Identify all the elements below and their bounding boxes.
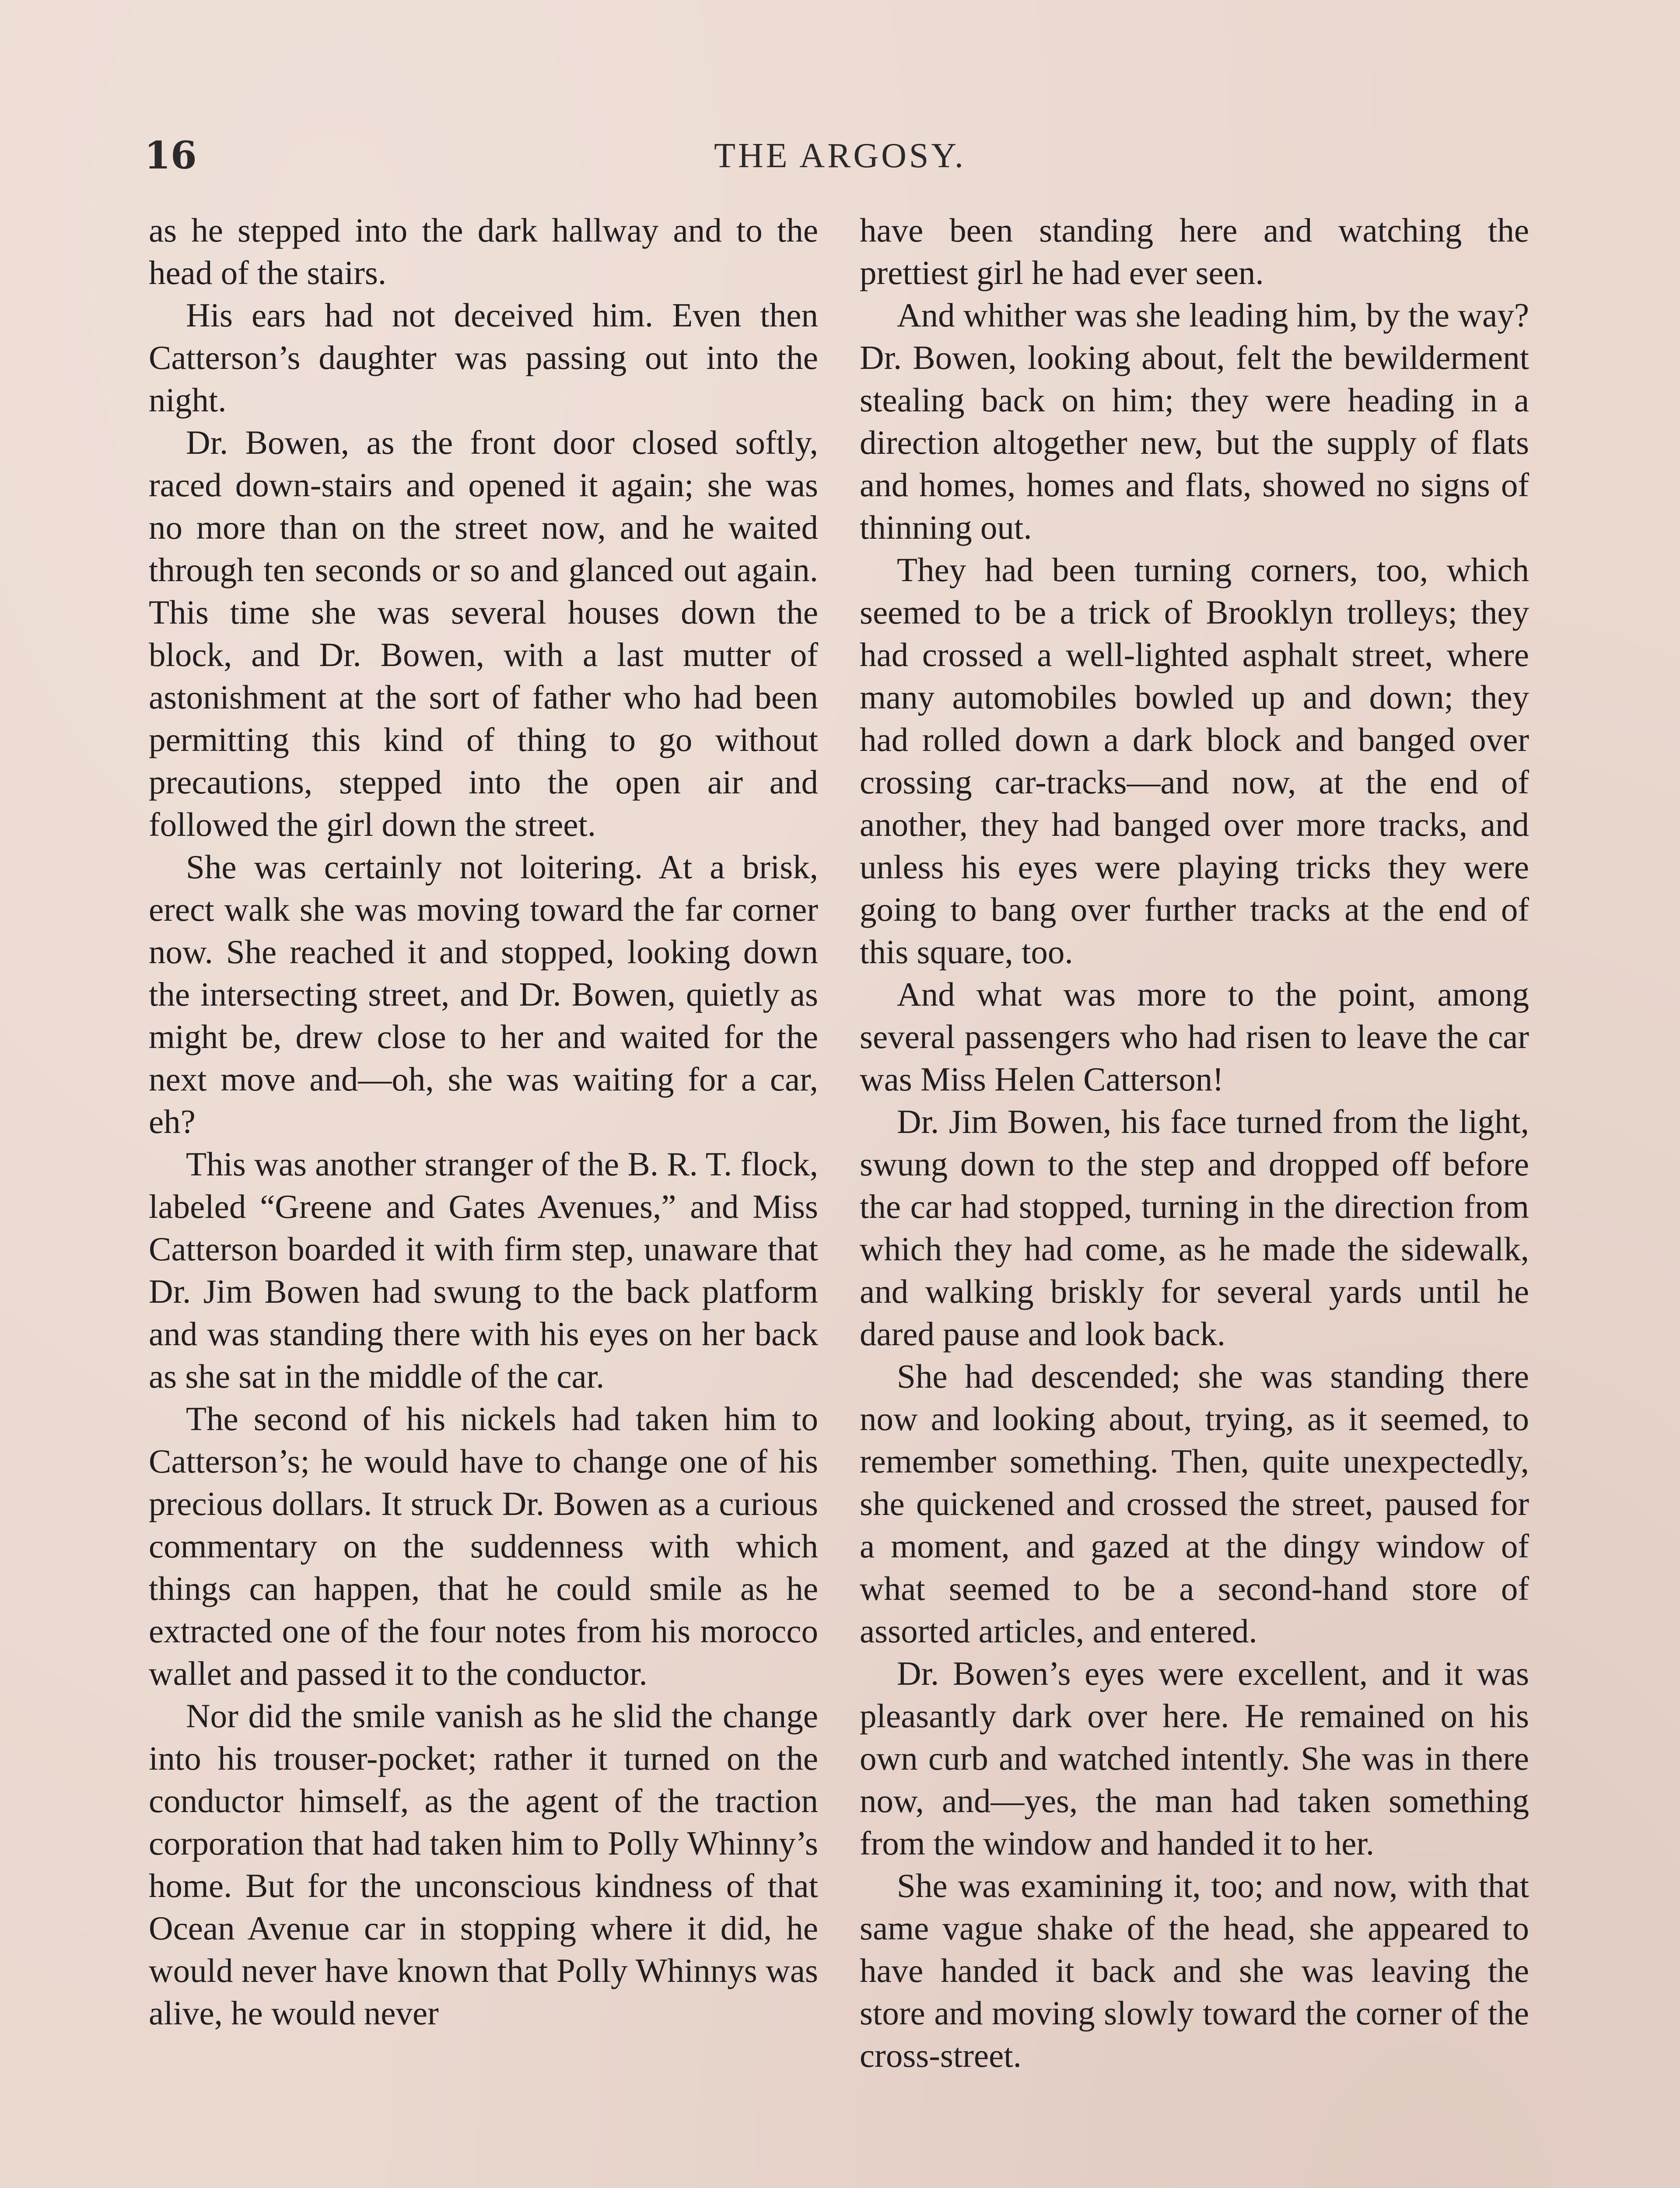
paragraph: The second of his nickels had taken him to Catterson’s; he would have to change one of his precious dollars. It struck Dr. Bowen as a curious commentary on the suddenness with which things can happen, that he could smile as he extracted one of the four notes from his morocco wallet and passed it to the conductor. xyxy=(149,1400,818,1692)
paragraph: And whither was she leading him, by the way? Dr. Bowen, looking about, felt the bewilderment stealing back on him; they were heading in a direction altogether new, but the supply of flats and homes, homes and flats, showed no signs of thinning out. xyxy=(860,296,1529,546)
paragraph: Dr. Bowen’s eyes were excellent, and it was pleasantly dark over here. He remained on his own curb and watched intently. She was in there now, and—yes, the man had taken something from the window and handed it to her. xyxy=(860,1655,1529,1862)
paragraph: Dr. Jim Bowen, his face turned from the light, swung down to the step and dropped off before the car had stopped, turning in the direction from which they had come, as he made the sidewalk, and walking briskly for several yards until he dared pause and look back. xyxy=(860,1103,1529,1353)
paragraph: Dr. Bowen, as the front door closed softly, raced down-stairs and opened it again; she was no more than on the street now, and he waited through ten seconds or so and glanced out again. This time she was several houses down the block, and Dr. Bowen, with a last mutter of astonishment at the sort of father who had been permitting this kind of thing to go without precautions, stepped into the open air and followed the girl down the street. xyxy=(149,424,818,843)
paragraph: She was examining it, too; and now, with that same vague shake of the head, she appeared to have handed it back and she was leaving the store and moving slowly toward the corner of the cross-street. xyxy=(860,1867,1529,2074)
paragraph: They had been turning corners, too, which seemed to be a trick of Brooklyn trolleys; they had crossed a well-lighted asphalt street, where many automobiles bowled up and down; they had rolled down a dark block and banged over crossing car-tracks—and now, at the end of another, they had banged over more tracks, and unless his eyes were playing tricks they were going to bang over further tracks at the end of this square, too. xyxy=(860,551,1529,971)
paragraph: She had descended; she was standing there now and looking about, trying, as it seemed, to remember something. Then, quite unexpectedly, she quickened and crossed the street, paused for a moment, and gazed at the dingy window of what seemed to be a second-hand store of assorted articles, and entered. xyxy=(860,1357,1529,1650)
paragraph: His ears had not deceived him. Even then Catterson’s daughter was passing out into the night. xyxy=(149,296,818,419)
paragraph: And what was more to the point, among several passengers who had risen to leave the car was Miss Helen Catterson! xyxy=(860,975,1529,1098)
running-title: THE ARGOSY. xyxy=(714,137,966,175)
paragraph: as he stepped into the dark hallway and to the head of the stairs. xyxy=(149,211,818,291)
page-number: 16 xyxy=(144,133,197,178)
right-column xyxy=(860,209,1529,2077)
paragraph: This was another stranger of the B. R. T. flock, labeled “Greene and Gates Avenues,” and Miss Catterson boarded it with firm step, unaware that Dr. Jim Bowen had swung to the back platform and was standing there with his eyes on her back as she sat in the middle of the car. xyxy=(149,1145,818,1395)
paragraph: She was certainly not loitering. At a brisk, erect walk she was moving toward the far corner now. She reached it and stopped, looking down the intersecting street, and Dr. Bowen, quietly as might be, drew close to her and waited for the next move and—oh, she was waiting for a car, eh? xyxy=(149,848,818,1140)
paragraph: have been standing here and watching the prettiest girl he had ever seen. xyxy=(860,211,1529,291)
paragraph: Nor did the smile vanish as he slid the change into his trouser-pocket; rather it turned on the conductor himself, as the agent of the traction corporation that had taken him to Polly Whinny’s home. But for the unconscious kindness of that Ocean Avenue car in stopping where it did, he would never have known that Polly Whinnys was alive, he would never xyxy=(149,1697,818,2032)
page-header xyxy=(144,133,1536,182)
left-column xyxy=(149,209,818,2034)
